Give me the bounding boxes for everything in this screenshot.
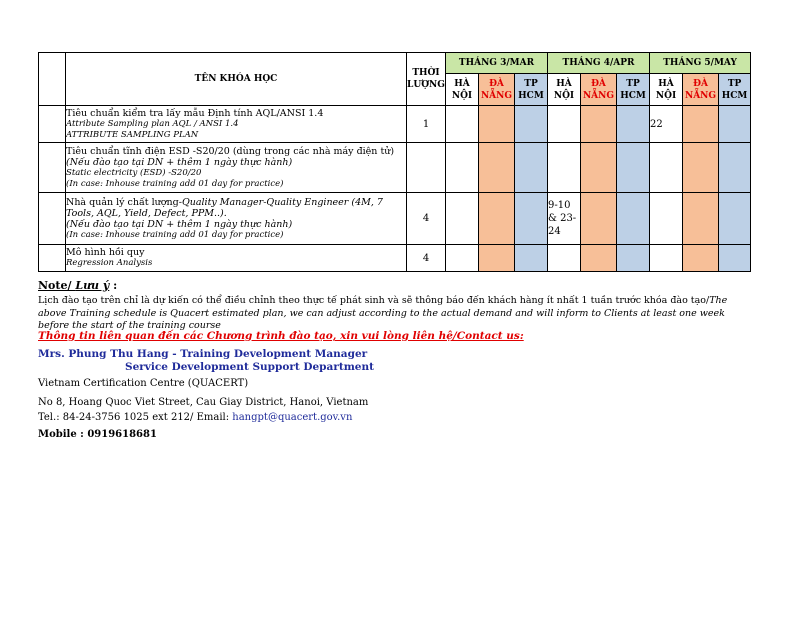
duration-header-line2: LƯỢNG (407, 80, 445, 90)
duration-cell (407, 143, 446, 193)
course-name-cell: Mô hình hồi quy Regression Analysis (66, 245, 407, 272)
mobile-number: Mobile : 0919618681 (38, 429, 157, 440)
duration-cell: 1 (407, 106, 446, 143)
contact-heading: Thông tin liên quan đến các Chương trình đào tạo, xin vui lòng liên hệ/Contact us: (38, 330, 524, 342)
course-name-cell: Nhà quản lý chất lượng-Quality Manager-Quality Engineer (4M, 7 Tools, AQL, Yield, Defect, PPM..). (Nếu đào tạo tại DN + thêm 1 ngày thực hành) (In case: Inhouse training add 01 day for practice) (66, 193, 407, 245)
address: No 8, Hoang Quoc Viet Street, Cau Giay District, Hanoi, Vietnam (38, 397, 369, 408)
row-index-cell (39, 143, 66, 193)
email-link[interactable]: hangpt@quacert.gov.vn (232, 412, 353, 423)
month-header-mar: THÁNG 3/MAR (446, 53, 548, 74)
table-row (39, 193, 751, 245)
month-header-may: THÁNG 5/MAY (650, 53, 751, 74)
note-body (38, 295, 750, 333)
index-header (39, 53, 66, 106)
organization-name: Vietnam Certification Centre (QUACERT) (38, 378, 249, 389)
month-header-apr: THÁNG 4/APR (548, 53, 650, 74)
contact-name: Mrs. Phung Thu Hang - Training Development Manager (38, 348, 368, 360)
loc-danang-header: ĐÀ NẴNG (683, 74, 719, 106)
table-row (39, 245, 751, 272)
course-name-cell: Tiêu chuẩn tĩnh điện ESD -S20/20 (dùng trong các nhà máy điện tử) (Nếu đào tạo tại DN + thêm 1 ngày thực hành) Static electricity (ESD) -S20/20 (In case: Inhouse training add 01 day for practice) (66, 143, 407, 193)
telephone-line: Tel.: 84-24-3756 1025 ext 212/ Email: hangpt@quacert.gov.vn (38, 412, 353, 423)
may-hanoi-date: 22 (650, 106, 683, 143)
loc-danang-header: ĐÀ NẴNG (479, 74, 515, 106)
note-body-vn: Lịch đào tạo trên chỉ là dự kiến có thể điều chỉnh theo thực tế phát sinh và sẽ thông báo đến khách hàng ít nhất 1 tuần trước khóa đào tạo/ (38, 295, 710, 306)
course-name-header: TÊN KHÓA HỌC (66, 53, 407, 106)
apr-hanoi-dates: 9-10 & 23- 24 (548, 193, 581, 245)
training-schedule-table (38, 52, 751, 272)
duration-cell: 4 (407, 245, 446, 272)
table-row (39, 143, 751, 193)
course-name-cell: Tiêu chuẩn kiểm tra lấy mẫu Định tính AQL/ANSI 1.4 Attribute Sampling plan AQL / ANSI 1.4 ATTRIBUTE SAMPLING PLAN (66, 106, 407, 143)
note-title: Note/ Lưu ý : (38, 279, 118, 292)
duration-header (407, 53, 446, 106)
loc-hcm-header: TP HCM (617, 74, 650, 106)
row-index-cell (39, 193, 66, 245)
loc-hcm-header: TP HCM (719, 74, 751, 106)
duration-header-line1: THỜI (412, 68, 440, 78)
loc-hanoi-header: HÀ NỘI (548, 74, 581, 106)
loc-hanoi-header: HÀ NỘI (446, 74, 479, 106)
note-body-en: The above Training schedule is Quacert estimated plan, we can adjust according to the actual demand and will inform to Clients at least one week before the start of the training course (38, 295, 728, 331)
table-row (39, 106, 751, 143)
loc-hcm-header: TP HCM (515, 74, 548, 106)
row-index-cell (39, 106, 66, 143)
loc-hanoi-header: HÀ NỘI (650, 74, 683, 106)
duration-cell: 4 (407, 193, 446, 245)
row-index-cell (39, 245, 66, 272)
loc-danang-header: ĐÀ NẴNG (581, 74, 617, 106)
contact-department: Service Development Support Department (125, 361, 374, 373)
